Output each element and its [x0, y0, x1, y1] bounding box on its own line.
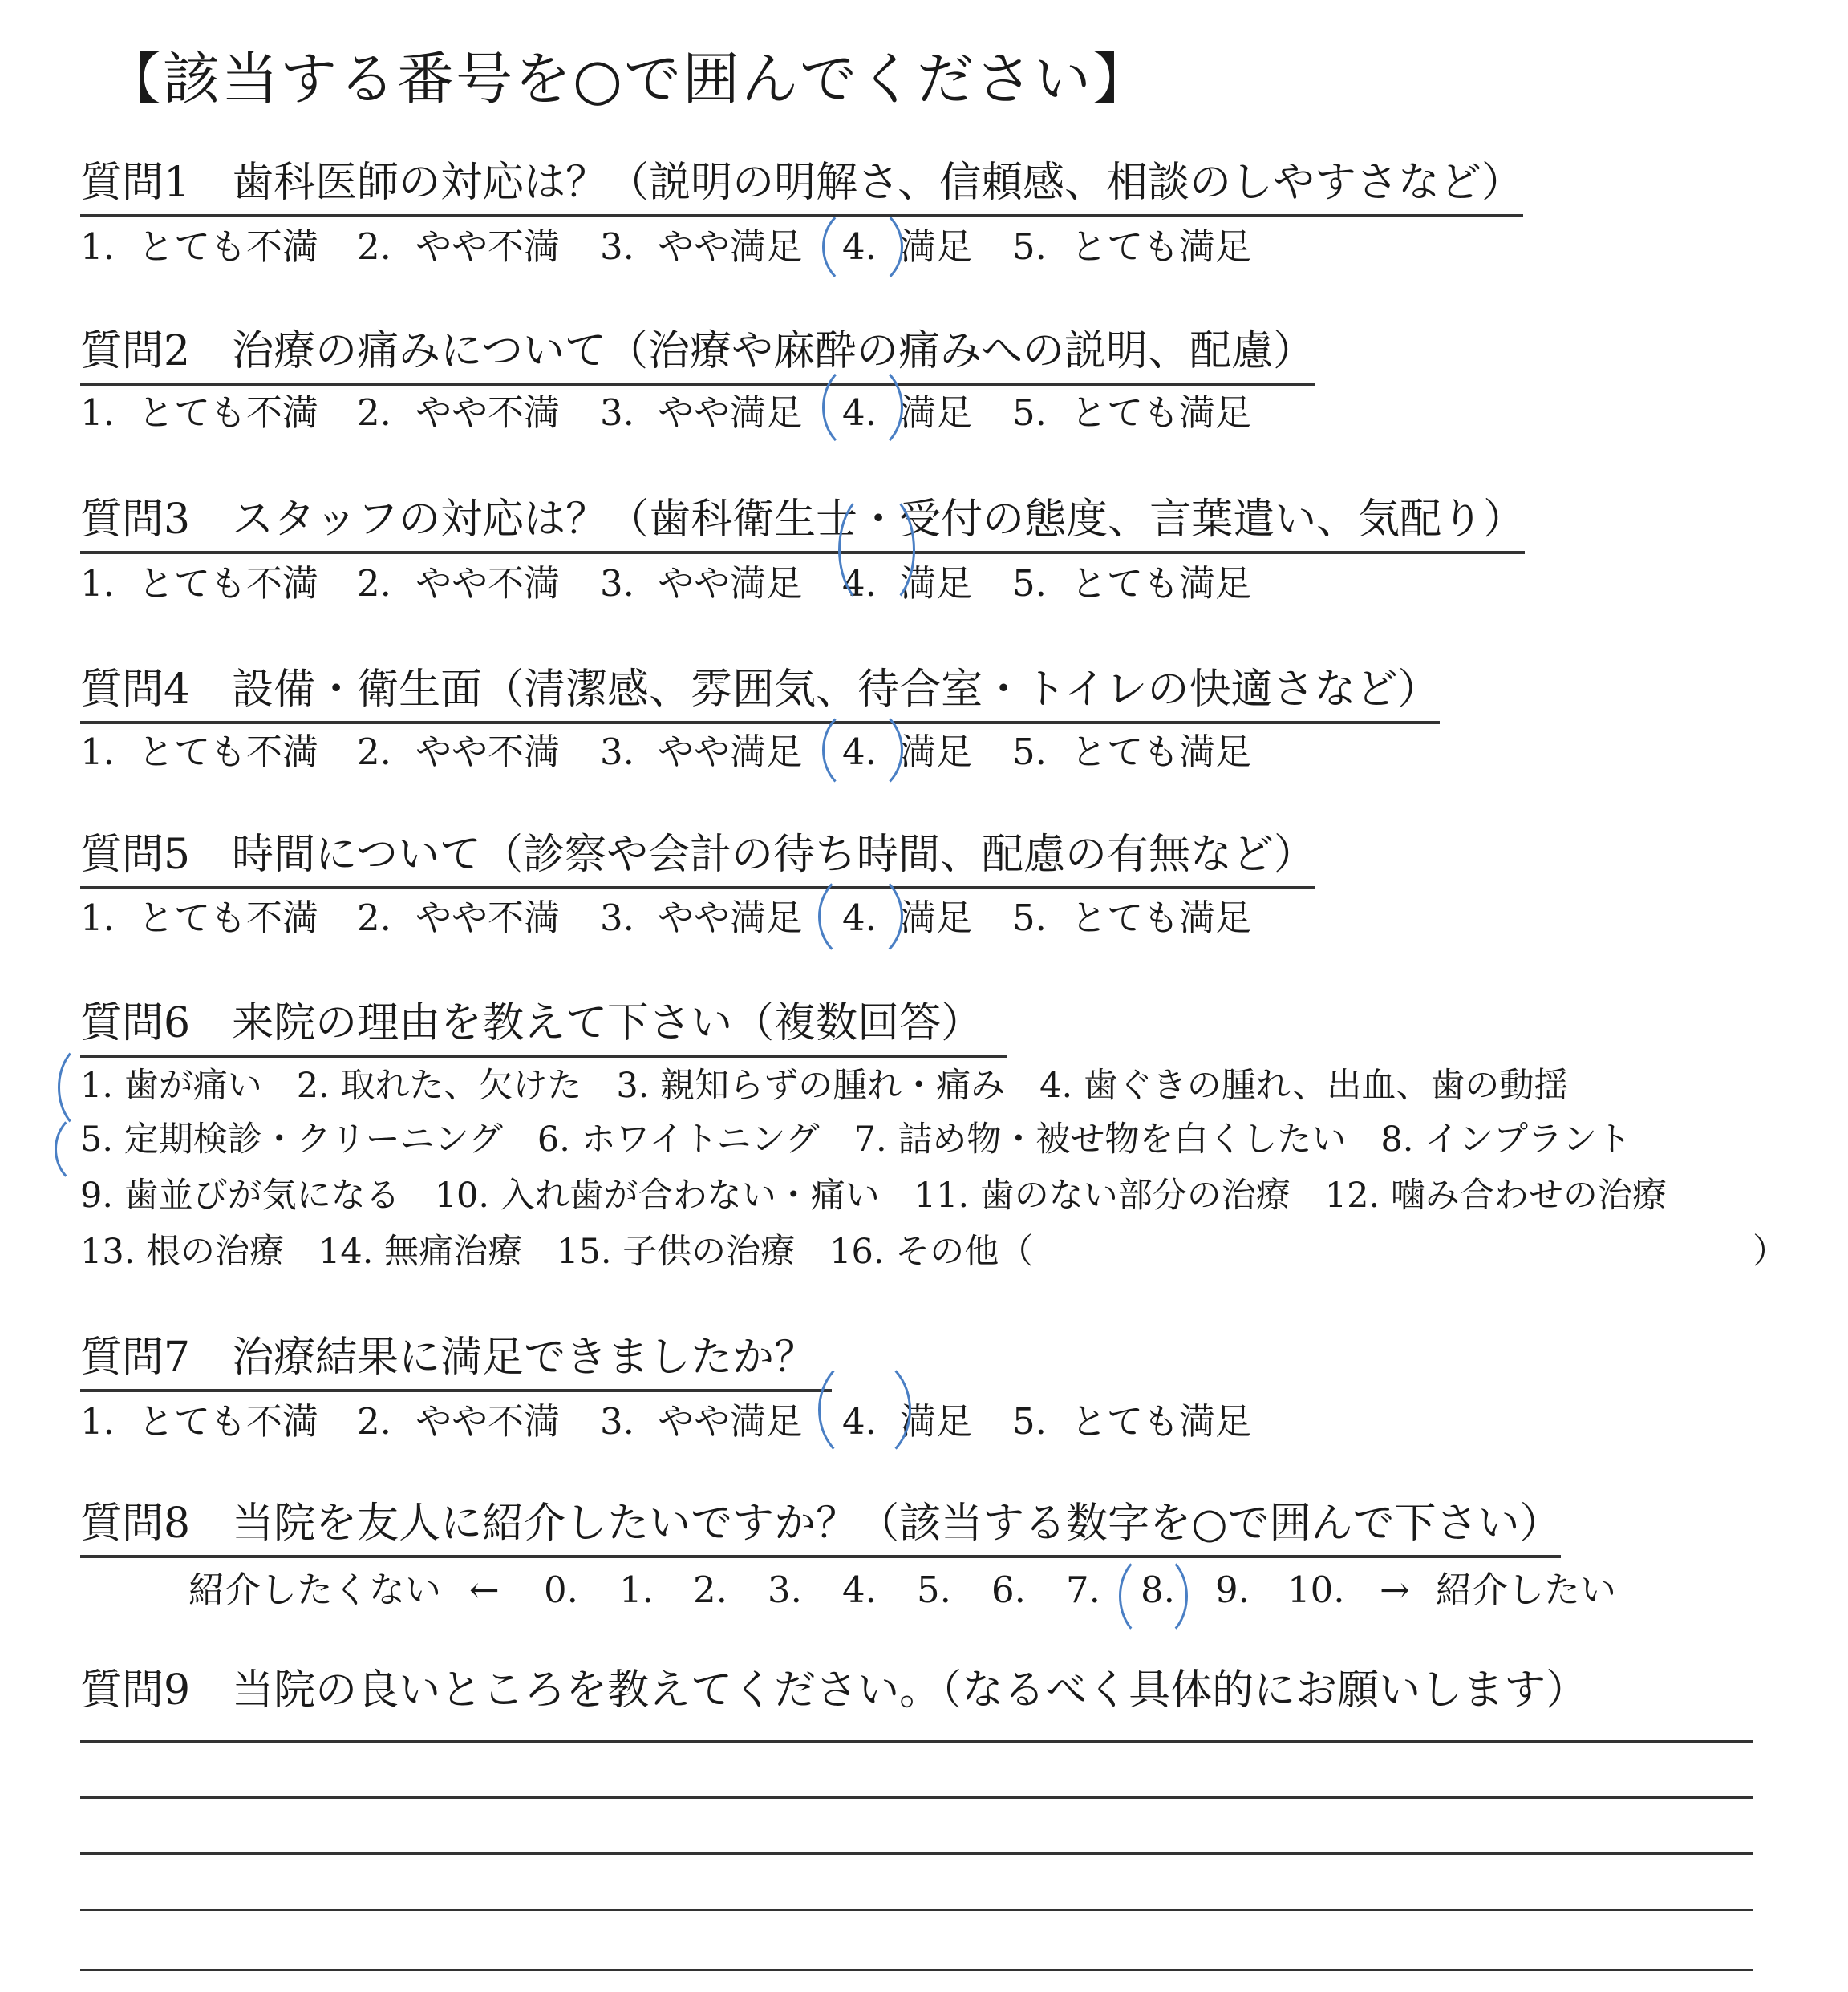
q4-option-2-label[interactable]: やや不満 — [415, 731, 561, 773]
q8-number-2[interactable]: 2. — [693, 1569, 727, 1611]
q2-option-2-label[interactable]: やや不満 — [415, 391, 561, 434]
q9-answer-line-2[interactable] — [80, 1796, 1753, 1799]
q2-option-3-label[interactable]: やや満足 — [658, 391, 803, 434]
q5-option-4-number[interactable]: 4. — [842, 897, 877, 939]
q8-left-label: 紹介したくない — [188, 1569, 442, 1611]
q2-option-2-number[interactable]: 2. — [357, 391, 391, 434]
q3-option-1-label[interactable]: とても不満 — [138, 562, 319, 605]
q5-option-2-label[interactable]: やや不満 — [415, 897, 561, 939]
q9-answer-line-1[interactable] — [80, 1740, 1753, 1743]
q1-option-5-label[interactable]: とても満足 — [1071, 225, 1252, 268]
q4-option-1-label[interactable]: とても不満 — [138, 731, 319, 773]
q7-option-1-label[interactable]: とても不満 — [138, 1400, 319, 1443]
q6-options-row-4[interactable]: 13. 根の治療 14. 無痛治療 15. 子供の治療 16. その他（ — [80, 1232, 1034, 1272]
q5-option-3-number[interactable]: 3. — [600, 897, 634, 939]
q1-option-5-number[interactable]: 5. — [1012, 225, 1047, 268]
q5-option-4-label[interactable]: 満足 — [900, 897, 973, 939]
q5-option-1-number[interactable]: 1. — [80, 897, 115, 939]
q4-option-3-number[interactable]: 3. — [600, 731, 634, 773]
q1-option-2-label[interactable]: やや不満 — [415, 225, 561, 268]
page-title: 【該当する番号を○で囲んでください】 — [104, 46, 1151, 112]
q1-option-1-label[interactable]: とても不満 — [138, 225, 319, 268]
q8-number-9[interactable]: 9. — [1215, 1569, 1250, 1611]
q7-option-3-label[interactable]: やや満足 — [658, 1400, 803, 1443]
q9-answer-line-4[interactable] — [80, 1909, 1753, 1911]
q2-option-1-number[interactable]: 1. — [80, 391, 115, 434]
q8-right-label: 紹介したい — [1436, 1569, 1617, 1611]
q8-number-0[interactable]: 0. — [544, 1569, 578, 1611]
q6-options-row-2[interactable]: 5. 定期検診・クリーニング 6. ホワイトニング 7. 詰め物・被せ物を白くしたい 8. インプラント — [80, 1119, 1632, 1160]
q6-options-row-1[interactable]: 1. 歯が痛い 2. 取れた、欠けた 3. 親知らずの腫れ・痛み 4. 歯ぐきの腫れ、出血、歯の動揺 — [80, 1066, 1569, 1106]
q4-option-3-label[interactable]: やや満足 — [658, 731, 803, 773]
q3-option-3-number[interactable]: 3. — [600, 562, 634, 605]
q3-option-3-label[interactable]: やや満足 — [658, 562, 803, 605]
q2-option-4-label[interactable]: 満足 — [900, 391, 973, 434]
q5-option-2-number[interactable]: 2. — [357, 897, 391, 939]
q2-option-5-label[interactable]: とても満足 — [1071, 391, 1252, 434]
q4-option-1-number[interactable]: 1. — [80, 731, 115, 773]
q8-number-5[interactable]: 5. — [917, 1569, 951, 1611]
q4-option-4-label[interactable]: 満足 — [900, 731, 973, 773]
q3-option-4-number[interactable]: 4. — [842, 562, 877, 605]
q4-option-5-label[interactable]: とても満足 — [1071, 731, 1252, 773]
q8-right-arrow-icon: → — [1380, 1569, 1410, 1611]
q7-option-2-number[interactable]: 2. — [357, 1400, 391, 1443]
question-4-heading: 質問4 設備・衛生面（清潔感、雰囲気、待合室・トイレの快適さなど） — [80, 667, 1440, 724]
q4-option-5-number[interactable]: 5. — [1012, 731, 1047, 773]
q6-options-row-3[interactable]: 9. 歯並びが気になる 10. 入れ歯が合わない・痛い 11. 歯のない部分の治療 12. 噛み合わせの治療 — [80, 1176, 1667, 1216]
q8-number-6[interactable]: 6. — [991, 1569, 1026, 1611]
q2-option-4-number[interactable]: 4. — [842, 391, 877, 434]
q3-option-4-label[interactable]: 満足 — [900, 562, 973, 605]
q7-option-1-number[interactable]: 1. — [80, 1400, 115, 1443]
q1-option-1-number[interactable]: 1. — [80, 225, 115, 268]
q3-option-5-number[interactable]: 5. — [1012, 562, 1047, 605]
q8-number-4[interactable]: 4. — [842, 1569, 877, 1611]
q7-option-4-number[interactable]: 4. — [842, 1400, 877, 1443]
q9-answer-line-3[interactable] — [80, 1852, 1753, 1855]
question-7-heading: 質問7 治療結果に満足できましたか？ — [80, 1335, 832, 1392]
q4-option-2-number[interactable]: 2. — [357, 731, 391, 773]
q3-option-1-number[interactable]: 1. — [80, 562, 115, 605]
question-9-heading: 質問9 当院の良いところを教えてください。（なるべく具体的にお願いします） — [80, 1666, 1588, 1715]
q1-option-2-number[interactable]: 2. — [357, 225, 391, 268]
question-6-heading: 質問6 来院の理由を教えて下さい（複数回答） — [80, 1001, 1007, 1058]
q1-option-4-number[interactable]: 4. — [842, 225, 877, 268]
question-1-heading: 質問1 歯科医師の対応は？（説明の明解さ、信頼感、相談のしやすさなど） — [80, 160, 1523, 217]
q6-other-close-paren: ） — [1753, 1232, 1787, 1272]
q5-option-5-label[interactable]: とても満足 — [1071, 897, 1252, 939]
q9-answer-line-5[interactable] — [80, 1969, 1753, 1971]
q7-option-2-label[interactable]: やや不満 — [415, 1400, 561, 1443]
q5-option-3-label[interactable]: やや満足 — [658, 897, 803, 939]
question-2-heading: 質問2 治療の痛みについて（治療や麻酔の痛みへの説明、配慮） — [80, 329, 1315, 386]
question-3-heading: 質問3 スタッフの対応は？（歯科衛生士・受付の態度、言葉遣い、気配り） — [80, 497, 1525, 554]
q2-option-3-number[interactable]: 3. — [600, 391, 634, 434]
q7-option-3-number[interactable]: 3. — [600, 1400, 634, 1443]
q8-number-8[interactable]: 8. — [1141, 1569, 1175, 1611]
q8-number-3[interactable]: 3. — [768, 1569, 802, 1611]
q1-option-3-label[interactable]: やや満足 — [658, 225, 803, 268]
q1-option-3-number[interactable]: 3. — [600, 225, 634, 268]
q2-option-1-label[interactable]: とても不満 — [138, 391, 319, 434]
q1-option-4-label[interactable]: 満足 — [900, 225, 973, 268]
q3-option-2-label[interactable]: やや不満 — [415, 562, 561, 605]
q2-option-5-number[interactable]: 5. — [1012, 391, 1047, 434]
q5-option-1-label[interactable]: とても不満 — [138, 897, 319, 939]
question-5-heading: 質問5 時間について（診察や会計の待ち時間、配慮の有無など） — [80, 832, 1315, 889]
q3-option-2-number[interactable]: 2. — [357, 562, 391, 605]
q8-number-10[interactable]: 10. — [1287, 1569, 1345, 1611]
q5-option-5-number[interactable]: 5. — [1012, 897, 1047, 939]
q7-option-5-label[interactable]: とても満足 — [1071, 1400, 1252, 1443]
q8-number-7[interactable]: 7. — [1066, 1569, 1100, 1611]
q3-option-5-label[interactable]: とても満足 — [1071, 562, 1252, 605]
question-8-heading: 質問8 当院を友人に紹介したいですか？（該当する数字を○で囲んで下さい） — [80, 1501, 1561, 1558]
q4-option-4-number[interactable]: 4. — [842, 731, 877, 773]
q8-left-arrow-icon: ← — [469, 1569, 500, 1611]
q8-number-1[interactable]: 1. — [619, 1569, 654, 1611]
q7-option-5-number[interactable]: 5. — [1012, 1400, 1047, 1443]
q7-option-4-label[interactable]: 満足 — [900, 1400, 973, 1443]
